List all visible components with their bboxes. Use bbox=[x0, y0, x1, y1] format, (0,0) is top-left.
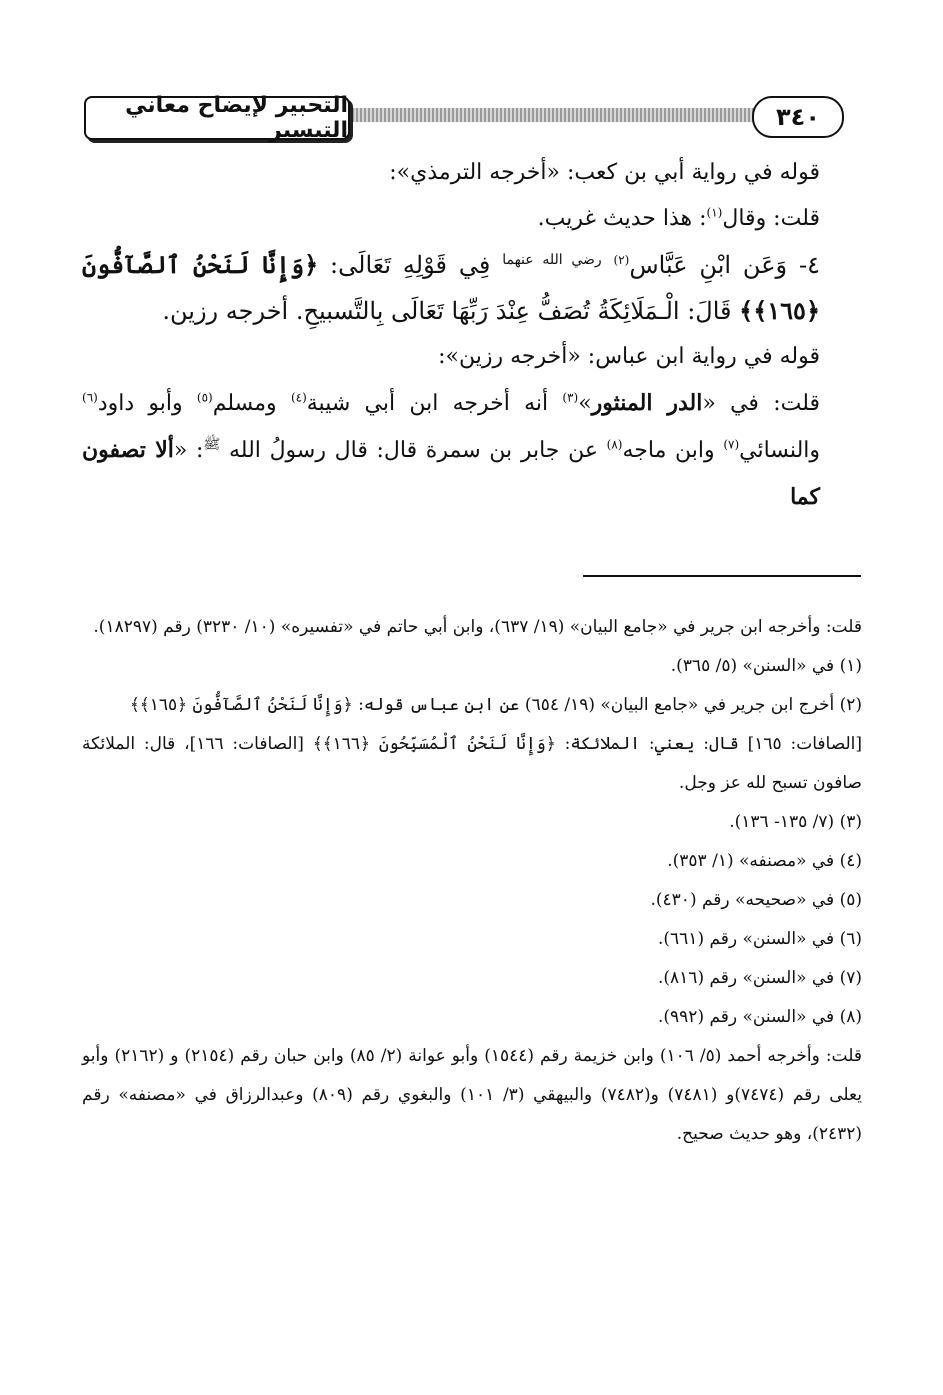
quran-verse: ﴿وَإِنَّا لَنَحْنُ ٱلصَّآفُّونَ ﴿١٦٥﴾﴾ bbox=[82, 250, 820, 325]
text: أنه أخرجه ابن أبي شيبة bbox=[306, 391, 563, 416]
text: : « bbox=[173, 438, 204, 463]
footnote-ref: (٢) bbox=[613, 253, 630, 267]
text: ٤- وَعَن ابْنِ عَبَّاس bbox=[629, 251, 820, 279]
footnote-ref: (١) bbox=[706, 205, 723, 220]
text: والنسائي bbox=[739, 438, 821, 463]
main-text bbox=[82, 150, 860, 521]
text: فِي قَوْلِهِ تَعَالَى: bbox=[318, 251, 503, 279]
footnote-7: (٧) في «السنن» رقم (٨١٦). bbox=[657, 968, 862, 988]
footnote-ref: (٨) bbox=[606, 437, 623, 452]
footnote-separator bbox=[583, 575, 861, 577]
footnote-1: (١) في «السنن» (٥/ ٣٦٥). bbox=[670, 656, 862, 676]
page-header bbox=[84, 93, 844, 144]
honorific: ﷺ bbox=[203, 436, 221, 453]
paragraph-2 bbox=[82, 196, 860, 242]
page-number: ٣٤٠ bbox=[752, 96, 844, 138]
footnote-8-note: قلت: وأخرجه أحمد (٥/ ١٠٦) وابن خزيمة رقم (١٥٤٤) وأبو عوانة (٢/ ٨٥) وابن حبان رقم (٢١٥٤) و (٢١٦٢) وأبو يعلى رقم (٧٤٧٤)و (٧٤٨١) و(٧٤٨٢) والبيهقي (٣/ ١٠١) والبغوي رقم (٨٠٩) وعبدالرزاق في «مصنفه» رقم (٢٤٣٢)، وهو حديث صحيح. bbox=[82, 1046, 862, 1144]
text: وابن ماجه bbox=[622, 438, 724, 463]
honorific: رضي الله عنهما bbox=[502, 252, 602, 268]
text: قَالَ: الْـمَلَائِكَةُ تُصَفُّ عِنْدَ رَبِّهَا تَعَالَى بِالتَّسبيحِ. أخرجه رزين. bbox=[162, 297, 740, 325]
footnote-ref: (٥) bbox=[196, 390, 213, 405]
book-title: التحبير لإيضاح معاني التيسير bbox=[84, 96, 350, 140]
footnotes bbox=[82, 608, 862, 1154]
text: قلت: في « bbox=[702, 391, 821, 416]
footnote-2-cont: [الصافات: ١٦٥] قال: يعني: الملائكة: ﴿وَإِنَّا لَنَحْنُ ٱلْمُسَبِّحُونَ ﴿١٦٦﴾﴾ [الصافات: ١٦٦]، قال: الملائكة صافون تسبح لله عز وجل. bbox=[82, 734, 862, 793]
text: وأبو داود bbox=[97, 391, 197, 416]
text: قلت: وقال bbox=[722, 206, 820, 231]
footnote-8: (٨) في «السنن» رقم (٩٩٢). bbox=[657, 1007, 862, 1027]
text: » bbox=[578, 391, 592, 416]
footnote-ref: (٦) bbox=[82, 390, 98, 405]
paragraph-1: قوله في رواية أبي بن كعب: «أخرجه الترمذي»: bbox=[389, 160, 820, 185]
footnote-6: (٦) في «السنن» رقم (٦٦١). bbox=[657, 929, 862, 949]
text: عن جابر بن سمرة قال: قال رسولُ الله bbox=[220, 438, 607, 463]
hadith-4 bbox=[82, 242, 860, 334]
footnote-5: (٥) في «صحيحه» رقم (٤٣٠). bbox=[650, 890, 862, 910]
paragraph-4: قوله في رواية ابن عباس: «أخرجه رزين»: bbox=[438, 344, 820, 369]
text: ومسلم bbox=[212, 391, 291, 416]
hadith-text: ألا تصفون كما bbox=[82, 437, 820, 510]
footnote-ref: (٣) bbox=[562, 390, 579, 405]
text: : هذا حديث غريب. bbox=[537, 206, 707, 231]
header-decorative-bar bbox=[344, 108, 774, 122]
footnote-4: (٤) في «مصنفه» (١/ ٣٥٣). bbox=[667, 851, 862, 871]
footnote-continuation: قلت: وأخرجه ابن جرير في «جامع البيان» (١٩/ ٦٣٧)، وابن أبي حاتم في «تفسيره» (١٠/ ٣٢٣٠) رقم (١٨٢٩٧). bbox=[93, 617, 862, 637]
footnote-ref: (٧) bbox=[723, 437, 740, 452]
footnote-2: (٢) أخرج ابن جرير في «جامع البيان» (١٩/ ٦٥٤) عن ابن عباس قوله: ﴿وَإِنَّا لَنَحْنُ ٱلصَّآفُّونَ ﴿١٦٥﴾﴾ bbox=[129, 695, 862, 715]
footnote-ref: (٤) bbox=[290, 390, 307, 405]
paragraph-5 bbox=[82, 380, 860, 521]
footnote-3: (٣) (٧/ ١٣٥- ١٣٦). bbox=[729, 812, 862, 832]
book-name: الدر المنثور bbox=[591, 390, 703, 416]
